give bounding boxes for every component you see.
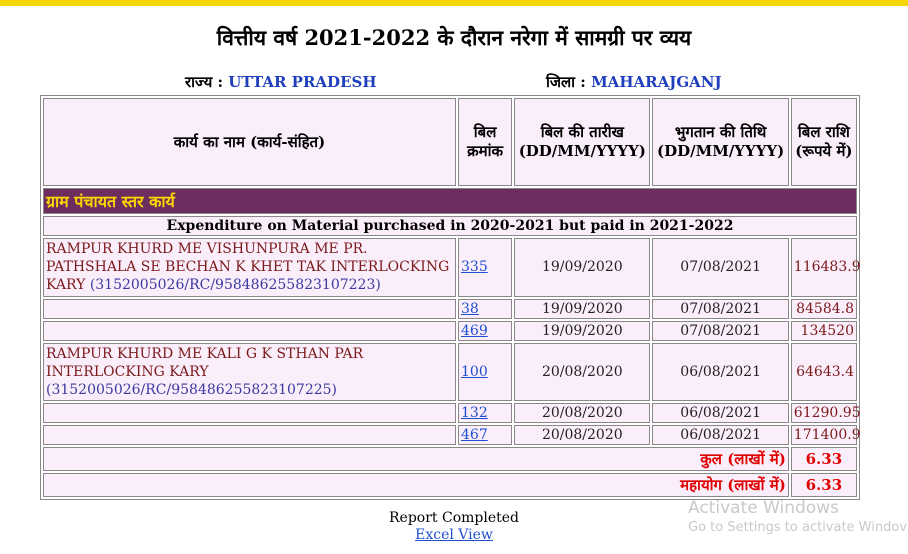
sub-header-row (43, 216, 857, 236)
bill-no-cell (458, 343, 512, 402)
top-accent-bar (0, 0, 908, 6)
header-payment-date-title: भुगतान की तिथि (674, 123, 767, 142)
header-amount: बिल राशि (रूपये में) (791, 98, 857, 186)
bill-no-cell (458, 425, 512, 445)
table-header-row (43, 98, 857, 186)
report-status: Report Completed (389, 510, 519, 526)
grand-total-row (43, 473, 857, 497)
district-info (546, 72, 722, 92)
total-value: 6.33 (791, 447, 857, 471)
table-row (43, 238, 857, 297)
bill-link[interactable]: 38 (461, 300, 479, 317)
table-row (43, 425, 857, 445)
bill-link[interactable]: 469 (461, 322, 488, 339)
district-label: जिला : (546, 73, 586, 91)
amount: 64643.4 (791, 343, 857, 402)
page-title: वित्तीय वर्ष 2021-2022 के दौरान नरेगा में सामग्री पर व्यय (216, 25, 692, 50)
header-bill-date-format: (DD/MM/YYYY) (518, 142, 646, 160)
header-payment-date (652, 98, 788, 186)
table-row (43, 321, 857, 341)
state-value: UTTAR PRADESH (228, 73, 377, 91)
bill-date: 20/08/2020 (514, 343, 650, 402)
grand-total-label: महायोग (लाखों में) (43, 473, 789, 497)
payment-date: 07/08/2021 (652, 238, 788, 297)
work-name: RAMPUR KHURD ME KALI G K STHAN PAR INTERLOCKING KARY (46, 345, 364, 380)
bill-date: 20/08/2020 (514, 425, 650, 445)
excel-view-link[interactable]: Excel View (415, 527, 493, 543)
amount: 61290.95 (791, 403, 857, 423)
work-name: RAMPUR KHURD ME VISHUNPURA ME PR. PATHSHALA SE BECHAN K KHET TAK INTERLOCKING KARY (46, 241, 450, 294)
bill-link[interactable]: 467 (461, 427, 488, 444)
activate-windows-watermark (688, 498, 907, 535)
sub-header-text: Expenditure on Material purchased in 2020-2021 but paid in 2021-2022 (43, 216, 857, 236)
work-cell (43, 343, 456, 402)
state-label: राज्य : (185, 73, 224, 91)
header-work-name: कार्य का नाम (कार्य-संहित) (43, 98, 456, 186)
bill-no-cell (458, 238, 512, 297)
watermark-title: Activate Windows (688, 498, 839, 518)
header-bill-date-title: बिल की तारीख (540, 123, 624, 142)
watermark-subtitle: Go to Settings to activate Windov (688, 520, 908, 535)
grand-total-value: 6.33 (791, 473, 857, 497)
section-row (43, 188, 857, 214)
work-code: (3152005026/RC/958486255823107225) (46, 381, 338, 398)
bill-link[interactable]: 335 (461, 259, 488, 276)
bill-date: 19/09/2020 (514, 238, 650, 297)
work-cell (43, 425, 456, 445)
total-label: कुल (लाखों में) (43, 447, 789, 471)
table-row (43, 343, 857, 402)
bill-no-cell (458, 299, 512, 319)
payment-date: 06/08/2021 (652, 425, 788, 445)
payment-date: 06/08/2021 (652, 403, 788, 423)
bill-date: 19/09/2020 (514, 299, 650, 319)
payment-date: 06/08/2021 (652, 343, 788, 402)
amount: 116483.9 (791, 238, 857, 297)
payment-date: 07/08/2021 (652, 299, 788, 319)
amount: 134520 (791, 321, 857, 341)
header-payment-date-format: (DD/MM/YYYY) (657, 142, 785, 160)
expenditure-table (40, 95, 860, 500)
work-code: (3152005026/RC/958486255823107223) (89, 277, 381, 294)
header-bill-date (514, 98, 650, 186)
state-info (185, 72, 377, 92)
table-row (43, 403, 857, 423)
bill-link[interactable]: 132 (461, 405, 488, 422)
bill-no-cell (458, 321, 512, 341)
bill-no-cell (458, 403, 512, 423)
work-cell (43, 321, 456, 341)
work-cell (43, 238, 456, 297)
work-cell (43, 299, 456, 319)
payment-date: 07/08/2021 (652, 321, 788, 341)
bill-date: 20/08/2020 (514, 403, 650, 423)
table-row (43, 299, 857, 319)
work-cell (43, 403, 456, 423)
section-title: ग्राम पंचायत स्तर कार्य (43, 188, 857, 214)
amount: 84584.8 (791, 299, 857, 319)
header-bill-no: बिल क्रमांक (458, 98, 512, 186)
district-value: MAHARAJGANJ (591, 73, 722, 91)
bill-link[interactable]: 100 (461, 363, 488, 380)
amount: 171400.9 (791, 425, 857, 445)
bill-date: 19/09/2020 (514, 321, 650, 341)
total-row (43, 447, 857, 471)
